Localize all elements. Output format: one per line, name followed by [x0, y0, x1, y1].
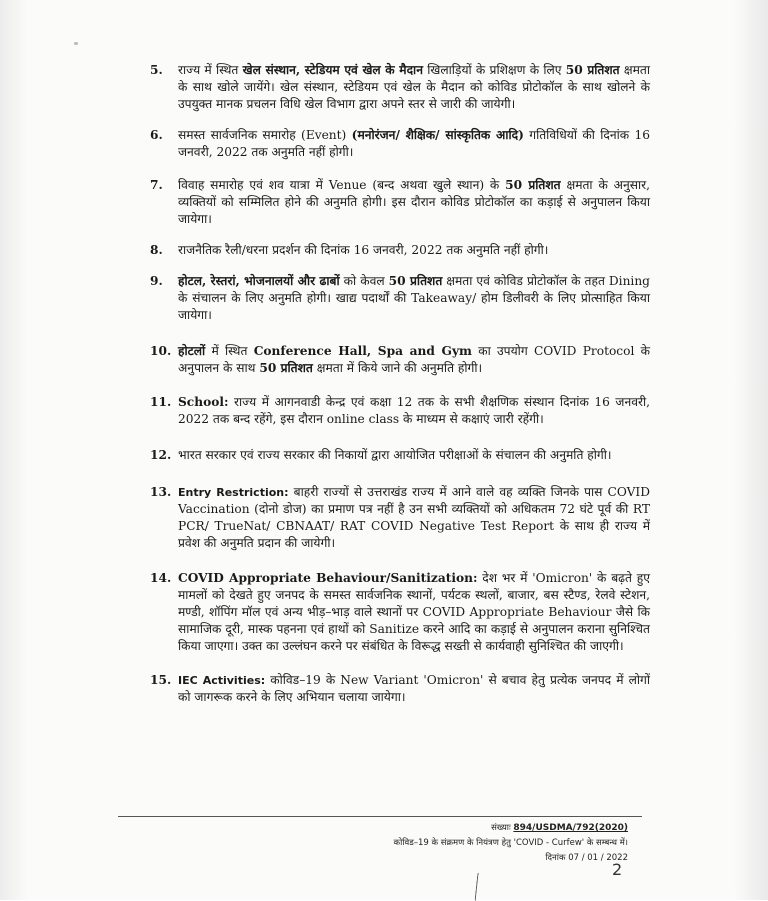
item-text	[178, 127, 650, 161]
item-number: 12.	[150, 448, 172, 462]
item-text	[178, 62, 650, 113]
item-number: 14.	[150, 571, 172, 585]
list-item	[150, 570, 650, 655]
document-date: 07 / 01 / 2022	[568, 853, 628, 863]
item-text-segment: में स्थित	[205, 344, 254, 358]
item-text	[178, 177, 650, 228]
item-text-segment: राजनैतिक रैली/धरना प्रदर्शन की दिनांक 16 जनवरी, 2022 तक अनुमति नहीं होगी।	[178, 243, 549, 257]
item-bold-text: School:	[178, 395, 229, 409]
item-bold-text: (मनोरंजन/ शैक्षिक/ सांस्कृतिक आदि)	[351, 128, 524, 142]
list-item	[150, 273, 650, 324]
item-bold-text: Entry Restriction:	[178, 486, 289, 499]
item-number: 7.	[150, 178, 163, 192]
item-text-segment: गतिविधियों की दिनांक 16 जनवरी, 2022 तक अनुमति नहीं होगी।	[178, 128, 650, 159]
item-bold-text: 50 प्रतिशत	[388, 274, 443, 288]
item-text	[178, 570, 650, 655]
item-text-segment: का उपयोग COVID Protocol के अनुपालन के साथ	[178, 344, 650, 375]
item-text-segment: क्षमता में किये जाने की अनुमति होगी।	[312, 361, 483, 375]
item-text-segment: क्षमता एवं कोविड प्रोटोकॉल के तहत Dining के संचालन के लिए अनुमति होगी। खाद्य पदार्थों की Takeaway/ होम डिलीवरी के लिए प्रोत्साहित किया जायेगा।	[178, 274, 650, 322]
item-text-segment: राज्य में आगनवाडी केन्द्र एवं कक्षा 12 तक के सभी शैक्षणिक संस्थान दिनांक 16 जनवरी, 2022 तक बन्द रहेंगे, इस दौरान online class के माध्यम से कक्षाएं जारी रहेंगी।	[178, 395, 650, 426]
item-bold-text: 50 प्रतिशत	[259, 361, 313, 375]
item-text	[178, 242, 650, 259]
subject-line: कोविड–19 के संक्रमण के नियंत्रण हेतु 'COVID - Curfew' के सम्बन्ध में।	[393, 838, 628, 848]
item-text-segment: बाहरी राज्यों से उत्तराखंड राज्य में आने वाले वह व्यक्ति जिनके पास COVID Vaccination (दोनो डोज) का प्रमाण पत्र नहीं है उन सभी व्यक्तियों को अधिकतम 72 घंटे पूर्व की RT PCR/ TrueNat/ CBNAAT/ RAT COVID Negative Test Report के साथ ही राज्य में प्रवेश की अनुमति प्रदान की जायेगी।	[178, 485, 650, 550]
item-text	[178, 484, 650, 552]
item-text-segment: भारत सरकार एवं राज्य सरकार की निकायों द्वारा आयोजित परीक्षाओं के संचालन की अनुमति होगी।	[178, 448, 612, 462]
item-text-segment: कोविड–19 के New Variant 'Omicron' से बचाव हेतु प्रत्येक जनपद में लोगों को जागरूक करने के लिए अभियान चलाया जायेगा।	[178, 673, 651, 704]
item-number: 10.	[150, 344, 172, 358]
item-number: 5.	[150, 63, 163, 77]
list-item	[150, 127, 650, 161]
item-bold-text: COVID Appropriate Behaviour/Sanitization:	[178, 571, 478, 585]
item-text-segment: को केवल	[339, 274, 389, 288]
item-number: 11.	[150, 395, 172, 409]
item-text-segment: समस्त सार्वजनिक समारोह (Event)	[178, 128, 352, 142]
item-bold-text: Conference Hall, Spa and Gym	[253, 344, 472, 358]
date-label: दिनांक	[545, 853, 566, 863]
list-item	[150, 242, 650, 259]
item-text-segment: क्षमता के साथ खोले जायेंगे। खेल संस्थान, स्टेडियम एवं खेल के मैदान को कोविड प्रोटोकॉल के साथ खोलने के उपयुक्त मानक प्रचलन विधि खेल विभाग द्वारा अपने स्तर से जारी की जायेगी।	[178, 63, 650, 111]
item-bold-text: खेल संस्थान, स्टेडियम एवं खेल के मैदान	[242, 63, 423, 77]
item-text	[178, 343, 650, 377]
item-number: 9.	[150, 274, 163, 288]
item-bold-text: होटलों	[178, 344, 206, 358]
item-text	[178, 394, 650, 428]
list-item	[150, 672, 650, 706]
item-number: 8.	[150, 243, 163, 257]
footer-reference	[248, 821, 628, 866]
reference-number: 894/USDMA/792(2020)	[513, 823, 628, 833]
scan-speck	[74, 42, 78, 45]
item-text-segment: विवाह समारोह एवं शव यात्रा में Venue (बन्द अथवा खुले स्थान) के	[178, 178, 506, 192]
footer-divider	[118, 816, 642, 817]
item-bold-text: होटल, रेस्तरां, भोजनालयों और ढाबों	[178, 274, 340, 288]
item-bold-text: IEC Activities:	[178, 674, 266, 687]
item-text	[178, 273, 650, 324]
item-text	[178, 447, 650, 464]
item-text-segment: देश भर में 'Omicron' के बढ़ते हुए मामलों को देखते हुए जनपद के समस्त सार्वजनिक स्थानों, पर्यटक स्थलों, बाजार, बस स्टैण्ड, रेलवे स्टेशन, मण्डी, शॉपिंग मॉल एवं अन्य भीड़–भाड़ वाले स्थानों पर COVID Appropriate Behaviour जैसे कि सामाजिक दूरी, मास्क पहनना एवं हाथों को Sanitize करने आदि का कड़ाई से अनुपालन कराना सुनिश्चित किया जाएगा। उक्त का उल्लंघन करने पर संबंधित के विरूद्ध सख्ती से कार्यवाही सुनिश्चित की जाएगी।	[178, 571, 650, 653]
list-item	[150, 394, 650, 428]
item-text-segment: खिलाड़ियों के प्रशिक्षण के लिए	[422, 63, 566, 77]
page-number: 2	[612, 860, 623, 879]
list-item	[150, 177, 650, 228]
pen-mark	[475, 873, 482, 901]
item-text-segment: क्षमता के अनुसार, व्यक्तियों को सम्मिलित होने की अनुमति होगी। इस दौरान कोविड प्रोटोकॉल का कड़ाई से अनुपालन किया जायेगा।	[178, 178, 650, 226]
reference-label: संख्याः	[491, 823, 511, 833]
list-item	[150, 62, 650, 113]
item-text	[178, 672, 650, 706]
item-number: 6.	[150, 128, 163, 142]
item-bold-text: 50 प्रतिशत	[505, 178, 561, 192]
item-bold-text: 50 प्रतिशत	[565, 63, 620, 77]
item-number: 13.	[150, 485, 172, 499]
list-item	[150, 343, 650, 377]
list-item	[150, 447, 650, 464]
item-number: 15.	[150, 673, 172, 687]
list-item	[150, 484, 650, 552]
order-list	[150, 62, 650, 706]
item-text-segment: राज्य में स्थित	[178, 63, 243, 77]
